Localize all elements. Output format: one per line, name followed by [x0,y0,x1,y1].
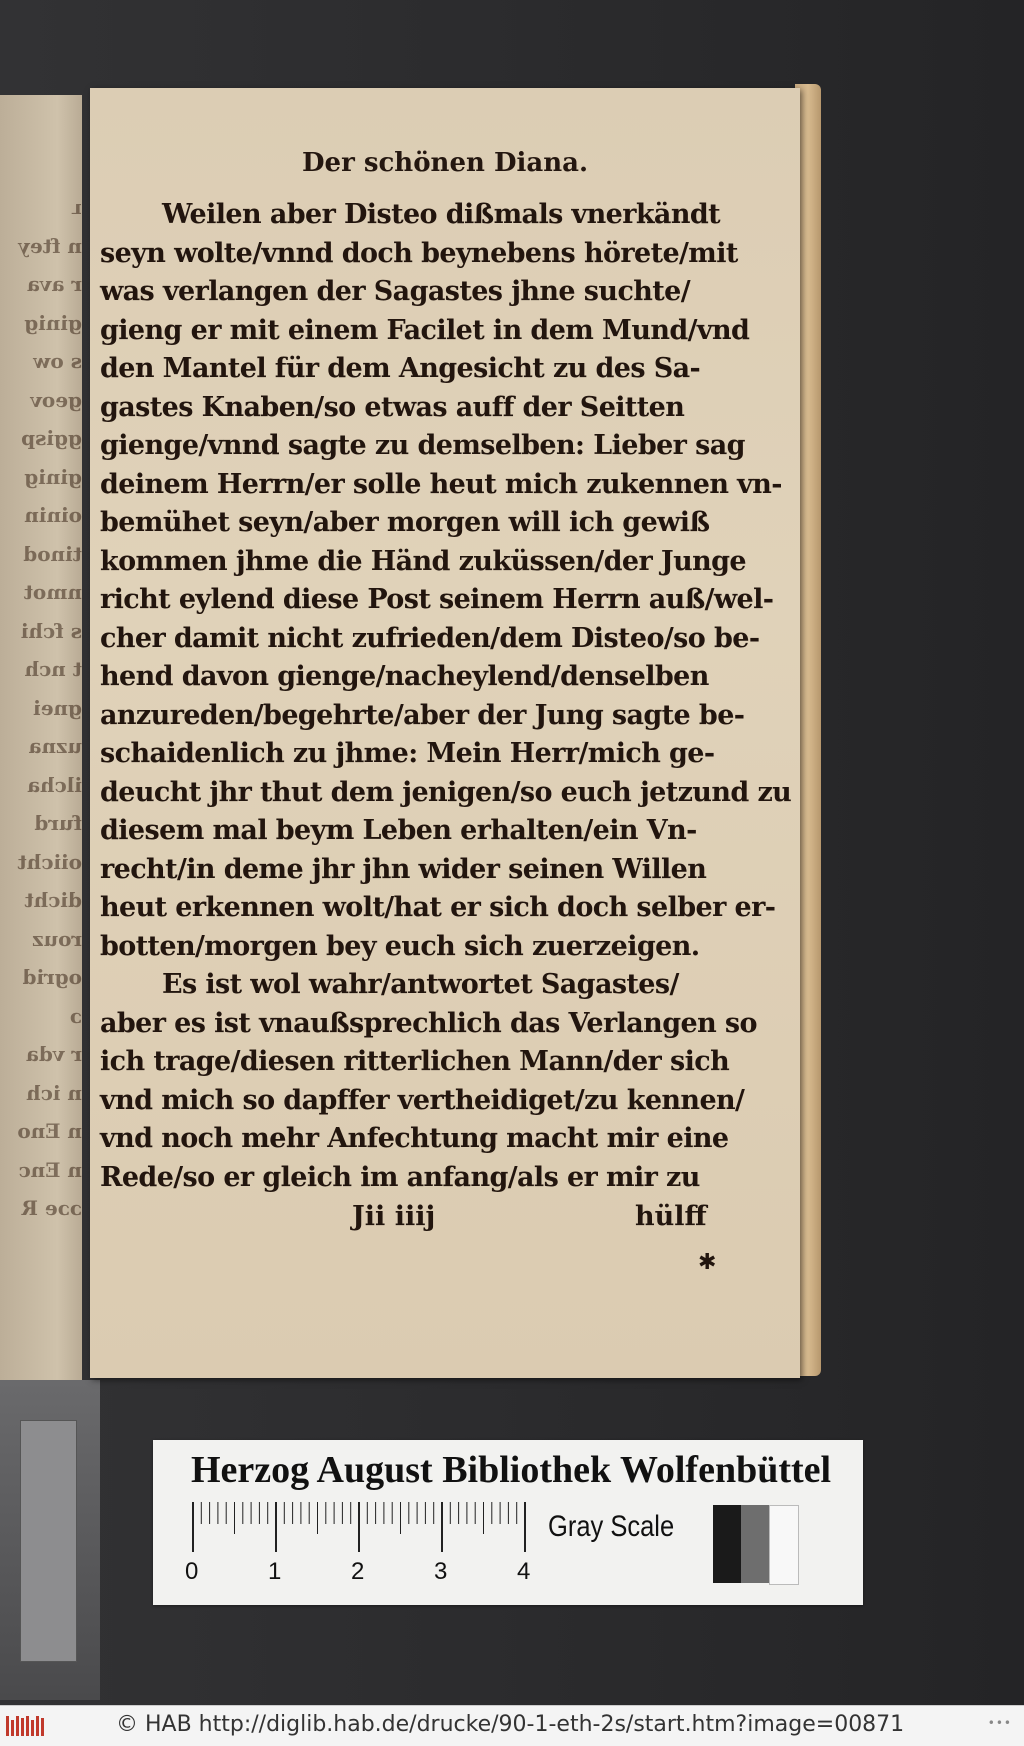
bleed-text-line: nmot [23,580,82,604]
text-line: Rede/so er gleich im anfang/als er mir zu [100,1161,700,1193]
text-line: hend davon gienge/nacheylend/denselben [100,661,709,692]
gray-swatch-white [769,1505,799,1585]
scale-number: 1 [268,1558,282,1585]
text-line: was verlangen der Sagastes jhne suchte/ [100,276,691,307]
bleed-text-line: oiicht [17,849,82,874]
gray-swatch-black [713,1505,741,1583]
book-page [90,88,800,1378]
bleed-text-line: ɔ [69,1003,82,1028]
running-head: Der schönen Diana. [301,148,589,178]
bleed-text-line: gnei [33,695,82,720]
text-line: bemühet seyn/aber morgen will ich gewiß [100,507,710,538]
bleed-text-line: ginig [24,310,82,335]
bleed-text-line: n ich [26,1080,82,1105]
ornament-mark: ✱ [698,1250,717,1275]
text-line: gastes Knaben/so etwas auff der Seitten [100,391,685,423]
footer-menu-icon[interactable]: ••• [987,1716,1012,1730]
text-line: gieng er mit einem Facilet in dem Mund/vnd [100,314,750,346]
scale-number: 2 [351,1558,365,1585]
text-line: recht/in deme jhr jhn wider seinen Willen [100,853,707,885]
scale-number: 3 [434,1558,448,1585]
text-line: Es ist wol wahr/antwortet Sagastes/ [162,969,679,1000]
bleed-text-line: ggisp [21,426,82,450]
viewer-footer [0,1705,1024,1746]
page-text [100,196,792,1197]
text-line: cher damit nicht zufrieden/dem Disteo/so be- [100,622,760,654]
bleed-text-line: ɔɔe R [21,1196,82,1220]
copyright-url[interactable]: © HAB http://diglib.hab.de/drucke/90-1-eth-2s/start.htm?image=00871 [116,1712,905,1737]
bleed-text-line: t nch [24,657,82,681]
bleed-text-line: n Enc [18,1157,82,1182]
text-line: aber es ist vnaußsprechlich das Verlangen so [100,1007,757,1039]
bleed-text-line: ginig [24,464,82,489]
text-line: richt eylend diese Post seinem Herrn auß/wel- [100,584,774,615]
bleed-text-line: s fchi [20,618,82,643]
text-line: diesem mal beym Leben erhalten/ein Vn- [100,815,697,846]
bleed-text-line: furd [34,811,82,835]
catchword: hülff [635,1201,707,1232]
gray-swatch-mid [741,1505,769,1583]
cm-ruler [191,1500,531,1560]
bleed-text-line: oinin [24,503,82,527]
text-line: schaidenlich zu jhme: Mein Herr/mich ge- [100,738,715,769]
bleed-text-line: dicht [24,888,82,912]
color-reference-card [153,1440,863,1605]
text-line: den Mantel für dem Angesicht zu des Sa- [100,353,701,384]
bleed-text-line: tinod [23,541,82,566]
text-line: deinem Herrn/er solle heut mich zukennen vn- [100,468,782,500]
bleed-text-line: r ava [26,272,82,296]
scale-number: 4 [517,1558,531,1585]
text-line: vnd mich so dapffer vertheidiget/zu kennen/ [100,1084,745,1116]
bleed-text-line: ilcha [27,772,82,797]
bleed-text-line: ogrid [22,965,82,989]
text-line: ich trage/diesen ritterlichen Mann/der sich [100,1046,730,1077]
text-line: seyn wolte/vnnd doch beynebens hörete/mit [100,237,738,269]
bleed-text-line: r vda [25,1042,82,1066]
spine-label [20,1420,77,1662]
bleed-text-line: s ow [33,349,82,373]
bleed-text-line: geov [30,387,82,412]
library-name: Herzog August Bibliothek Wolfenbüttel [191,1449,832,1491]
text-line: heut erkennen wolt/hat er sich doch selber er- [100,892,776,923]
text-line: vnd noch mehr Anfechtung macht mir eine [100,1123,729,1154]
scale-number: 0 [185,1558,199,1585]
text-line: gienge/vnnd sagte zu demselben: Lieber sag [100,430,745,461]
signature-mark: Jii iiij [352,1201,436,1232]
gray-scale-label: Gray Scale [548,1510,675,1543]
bleed-text-line: n ftey [18,233,82,258]
bleed-text-line: uzna [28,734,82,758]
text-line: Weilen aber Disteo dißmals vnerkändt [162,199,721,230]
hab-logo-icon [6,1714,46,1738]
bleed-text-line: ւ [72,195,82,219]
facing-page-bleed [0,95,82,1380]
text-line: deucht jhr thut dem jenigen/so euch jetzund zu [100,776,792,808]
text-line: botten/morgen bey euch sich zuerzeigen. [100,930,700,962]
book-spine-lower [0,1380,100,1700]
text-line: anzureden/begehrte/aber der Jung sagte be- [100,699,745,731]
text-line: kommen jhme die Händ zuküssen/der Junge [100,545,746,577]
bleed-text-line: rouz [32,926,82,951]
bleed-text-line: n Eno [17,1119,82,1143]
